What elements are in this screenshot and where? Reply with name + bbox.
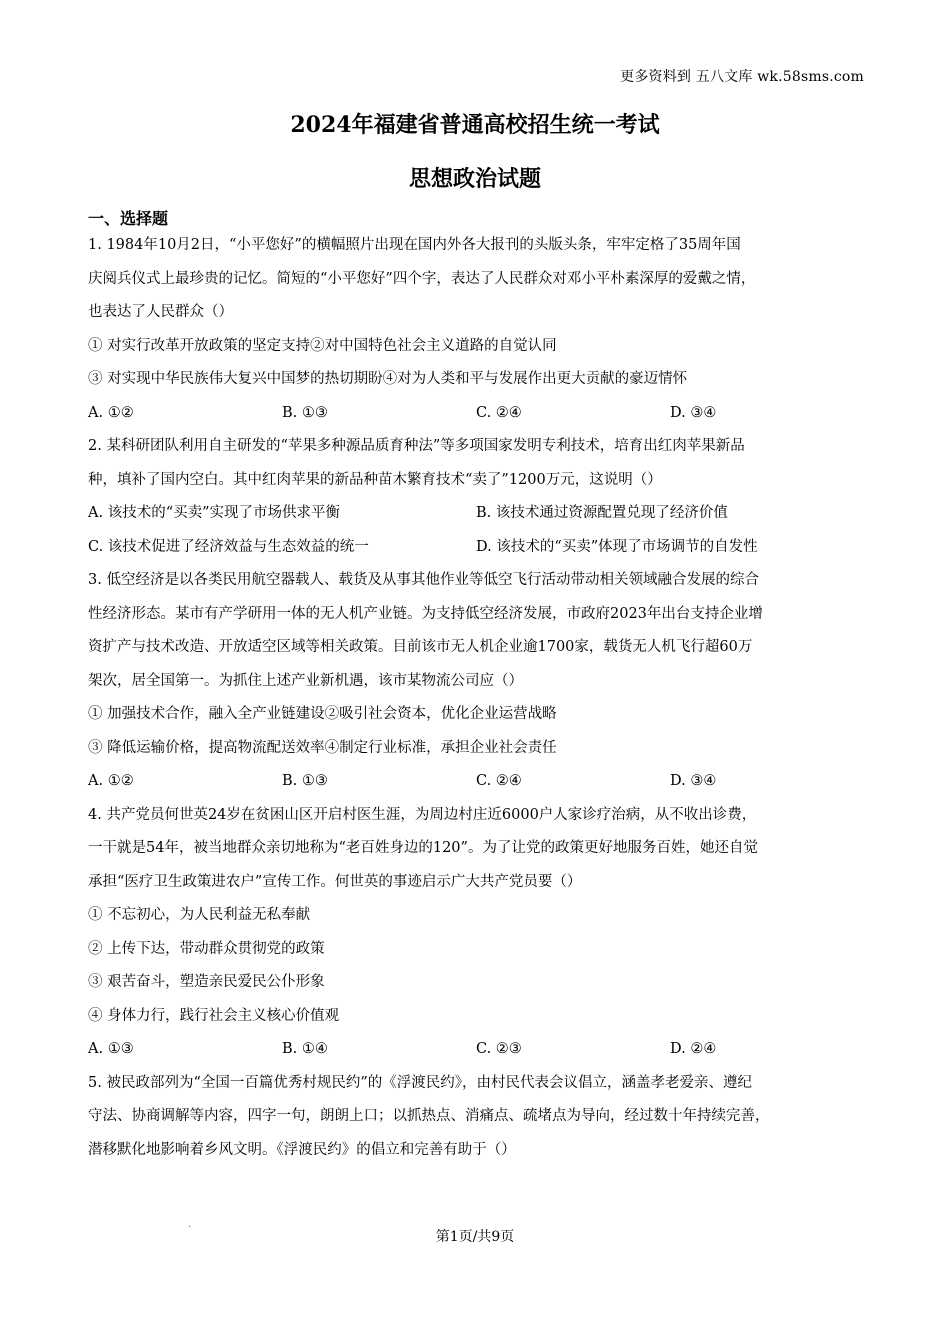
q4-option-a: A. ①③ (88, 1041, 134, 1057)
q3-option-a: A. ①② (88, 773, 134, 789)
q1-stem-line: 1. 1984年10月2日，“小平您好”的横幅照片出现在国内外各大报刊的头版头条，牢牢定格了35周年国 (88, 237, 741, 253)
q3-stem-line: 架次，居全国第一。为抓住上述产业新机遇，该市某物流公司应（） (88, 672, 523, 689)
q3-stem-line: 性经济形态。某市有产学研用一体的无人机产业链。为支持低空经济发展，市政府2023年出台支持企业增 (88, 605, 763, 622)
q4-option-b: B. ①④ (282, 1041, 328, 1057)
q4-options (88, 1033, 864, 1067)
q3-stem-line: 资扩产与技术改造、开放适空区域等相关政策。目前该市无人机企业逾1700家，载货无人机飞行超60万 (88, 639, 753, 655)
exam-subtitle: 思想政治试题 (408, 166, 541, 192)
q2-options-row (88, 497, 864, 531)
q3-item: ① 加强技术合作，融入全产业链建设②吸引社会资本，优化企业运营战略 (88, 706, 557, 722)
q2-stem-line: 2. 某科研团队利用自主研发的“苹果多种源品质育种法”等多项国家发明专利技术，培育出红肉苹果新品 (88, 438, 745, 454)
q1-item: ① 对实行改革开放政策的坚定支持②对中国特色社会主义道路的自觉认同 (88, 337, 557, 354)
q3-options (88, 765, 864, 799)
header-note: 更多资料到 五八文库 wk.58sms.com (620, 69, 864, 85)
q1-option-d: D. ③④ (670, 404, 717, 421)
q4-option-c: C. ②③ (476, 1041, 522, 1057)
q5-stem-line: 潜移默化地影响着乡风文明。《浮渡民约》的倡立和完善有助于（） (88, 1141, 516, 1158)
q4-stem-line: 4. 共产党员何世英24岁在贫困山区开启村医生涯，为周边村庄近6000户人家诊疗治病，从不收出诊费， (88, 806, 757, 823)
exam-title: 2024年福建省普通高校招生统一考试 (290, 112, 660, 138)
q2-option-d: D. 该技术的“买卖”体现了市场调节的自发性 (476, 538, 758, 555)
q5-stem-line: 5. 被民政部列为“全国一百篇优秀村规民约”的《浮渡民约》，由村民代表会议倡立，涵盖孝老爱亲、遵纪 (88, 1074, 753, 1091)
q2-option-c: C. 该技术促进了经济效益与生态效益的统一 (88, 538, 369, 555)
q1-option-a: A. ①② (88, 404, 134, 421)
q1-stem-line: 也表达了人民群众（） (88, 304, 233, 320)
q4-stem-line: 一干就是54年，被当地群众亲切地称为“老百姓身边的120”。为了让党的政策更好地服务百姓，她还自觉 (88, 840, 758, 856)
page-footer: 第1页/共9页 (435, 1229, 515, 1245)
question-list (88, 229, 864, 1167)
section-heading: 一、选择题 (88, 209, 169, 228)
stray-dot: · (188, 1222, 192, 1233)
q5-stem-line: 守法、协商调解等内容，四字一句，朗朗上口；以抓热点、消痛点、疏堵点为导向，经过数十年持续完善， (88, 1108, 770, 1124)
q1-options (88, 397, 864, 431)
q1-item: ③ 对实现中华民族伟大复兴中国梦的热切期盼④对为人类和平与发展作出更大贡献的豪迈情怀 (88, 371, 688, 387)
q3-option-c: C. ②④ (476, 773, 522, 789)
q2-option-b: B. 该技术通过资源配置兑现了经济价值 (476, 505, 728, 521)
q3-item: ③ 降低运输价格，提高物流配送效率④制定行业标准，承担企业社会责任 (88, 739, 557, 756)
q1-option-c: C. ②④ (476, 404, 522, 421)
q3-stem-line: 3. 低空经济是以各类民用航空器载人、载货及从事其他作业等低空飞行活动带动相关领域融合发展的综合 (88, 572, 759, 588)
q4-item: ③ 艰苦奋斗，塑造亲民爱民公仆形象 (88, 974, 325, 990)
q2-options-row (88, 531, 864, 565)
q1-option-b: B. ①③ (282, 404, 328, 421)
q4-stem-line: 承担“医疗卫生政策进农户”宣传工作。何世英的事迹启示广大共产党员要（） (88, 873, 582, 890)
q4-item: ② 上传下达，带动群众贯彻党的政策 (88, 940, 325, 957)
q3-option-d: D. ③④ (670, 773, 717, 789)
q1-stem-line: 庆阅兵仪式上最珍贵的记忆。简短的“小平您好”四个字，表达了人民群众对邓小平朴素深厚的爱戴之情， (88, 270, 756, 287)
q3-option-b: B. ①③ (282, 773, 328, 789)
q4-item: ① 不忘初心，为人民利益无私奉献 (88, 907, 311, 923)
q4-item: ④ 身体力行，践行社会主义核心价值观 (88, 1007, 340, 1024)
q2-stem-line: 种，填补了国内空白。其中红肉苹果的新品种苗木繁育技术“卖了”1200万元，这说明（） (88, 471, 662, 488)
q4-option-d: D. ②④ (670, 1041, 717, 1057)
q2-option-a: A. 该技术的“买卖”实现了市场供求平衡 (88, 505, 341, 521)
